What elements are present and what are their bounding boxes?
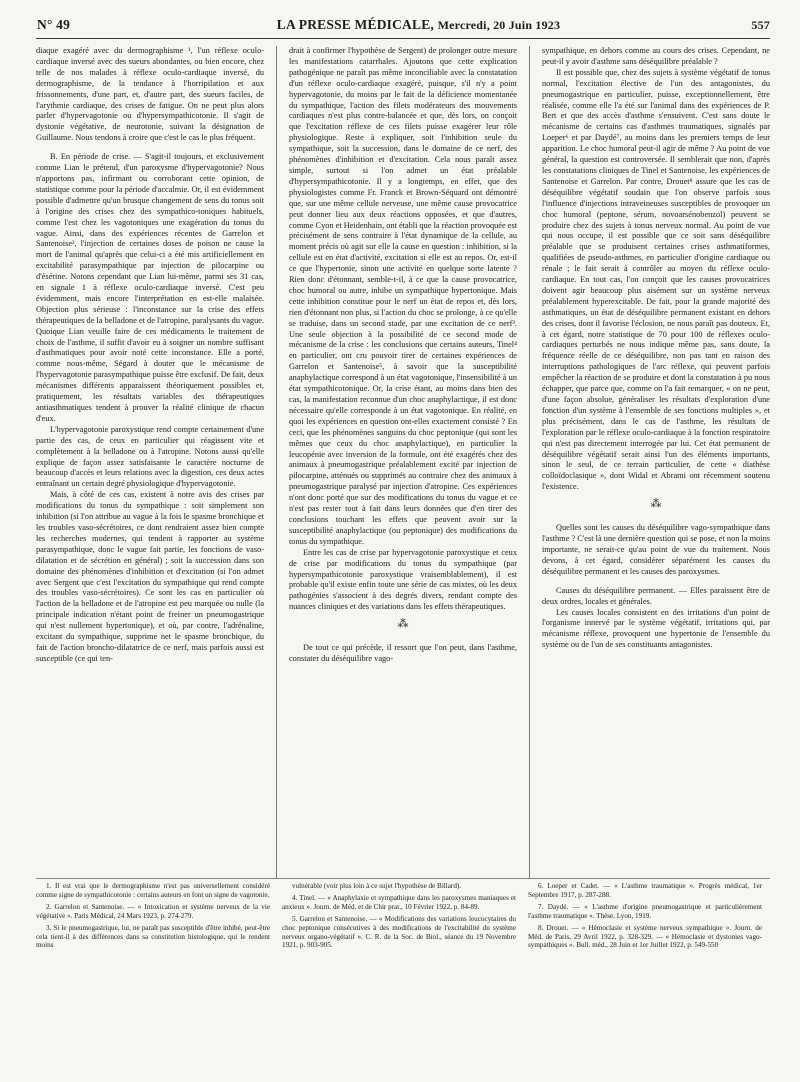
paragraph-crise: B. En période de crise. — S'agit-il toujours, et exclusivement comme Lian le prétend, d'un paroxysme d'hypervagotonie? Nous n'apportons pas, infirmant ou corroborant cette opinion, de statistique comme pour la période d'accalmie. Or, il est évidemment possible d'admettre qu'un brusque changement de sens du tonus soit à l'origine des crises chez des sympathico-toniques habituels, comme l'est chez les vagotoniques une exagération du tonus du vague. Ainsi, dans des expériences récentes de Garrelon et Santenoise², l'injection de certaines doses de poison ne cause la mort de l'animal qu'après que celui-ci a été mis artificiellement en excitabilité parasympathique par injection de pilocarpine ou d'ésérine. Notons cependant que Lian lui-même, parmi ses 31 cas, en signale 1 à réflexe oculo-cardiaque inversé. C'est peu évidemment, mais encore l'interprétation en est-elle malaisée. Objection plus sérieuse : l'inconstance sur la crise des effets thérapeutiques de la belladone et de l'atropine, paralysants du vague. Quoique Lian veuille faire de ces médicaments le traitement de choix de l'asthme, il suffit d'avoir eu à soigner un nombre suffisant d'asthmatiques pour avoir noté cette inconstance. Elle a porté, comme nous-même, Ségard à douter que le mécanisme de l'hypervagotonie parasympathique puisse être exclusif. De fait, deux mécanismes différents apparaissent théoriquement possibles et, pratiquement, les résultats variables des thérapeutiques antiasthmatiques tendent à prouver la réalité clinique de chacun d'eux.	[36, 152, 265, 423]
column-2	[289, 46, 517, 878]
paragraph: drait à confirmer l'hypothèse de Sergent) de prolonger outre mesure les manifestations catarrhales. Ajoutons que cette explication pathogénique ne paraît pas même inconciliable avec la constatation d'un réflexe oculo-cardiaque exagéré, puisque, s'il n'y a point hypervagotonie, du moins par le fait de la déficience momentanée du sympathique, l'action des filets modérateurs des mouvements cardiaques n'est plus contre-balancée et que, dès lors, on conçoit que l'excitation réflexe de ces filets puisse exagérer leur rôle physiologique. Reste à expliquer, soit l'inhibition seule du sympathique, soit la succession, dans le domaine de ce nerf, des phénomènes d'inhibition et d'excitation. Cela nous paraît assez simple, surtout si l'on admet un état préalable d'hypersympathicotonie. Il y a longtemps, en effet, que des physiologistes comme Fr. Franck et Brown-Séquard ont démontré que, sur une même cellule nerveuse, une même cause provocatrice peut donner lieu aux deux réactions opposées, et que d'autres, comme Cyon et Heidenhain, ont établi que la réaction provoquée est précisément de sens contraire à l'état dynamique de la cellule, au moment précis où agit sur elle la cause en question : inhibition, si la cellule est en état d'activité, excitation si elle est au repos. Or, est-il ce que l'hypertonie, sinon une activité en quelque sorte latente ? Rien donc d'étonnant, semble-t-il, à ce que la cause provocatrice, choc humoral ou autre, inhibe un sympathique hypertonique. Mais cette inhibition constitue pour le nerf un état de repos et, dès lors, rien d'étonnant non plus, si l'action du choc se prolonge, à ce qu'elle se traduise, dans un second stade, par une excitation de ce nerf³. Une seule objection à la possibilité de ce second mode de mécanisme de la crise : les conclusions que certains auteurs, Tinel⁴ en particulier, ont cru pouvoir tirer de certaines expériences de Garrelon et Santenoise⁵, à savoir que la susceptibilité anaphylactique correspond à un état vagotonique, l'insensibilité à un état sympathicotonique. Or, la crise étant, au moins dans bien des cas, la manifestation reconnue d'un choc anaphylactique, il est donc nécessaire qu'elle corresponde à un état vagotonique. En réalité, en quoi les expériences en question ont-elles exactement consisté ? En ceci, que les phénomènes sanguins du choc peptonique (qui sont les mêmes que ceux du choc anaphylactique), en particulier la leucopénie avec inversion de la formule, ont été exagérés chez des animaux à pneumogastrique préalablement excité par injection de pilocarpine, atténués ou supprimés au contraire chez des animaux à pneumogastrique paralysé par injection d'atropine. Ces expériences n'ont donc porté que sur des modifications du tonus du vague et ce n'est pas rester tout à fait dans leurs données que d'en tirer des conclusions touchant les effets que peuvent avoir sur la susceptibilité anaphylactique (ou peptonique) des modifications du tonus du sympathique.	[288, 46, 517, 546]
header-rule	[36, 38, 770, 39]
paragraph: diaque exagéré avec du dermographisme ¹, l'un réflexe oculo-cardiaque inversé avec des sueurs abondantes, ou bien encore, chez telle de nos malades à réflexe oculo-cardiaque inversé, du dermographisme, de la tendance à l'horripilation et aux frissonnements, d'une part, et, d'autre part, des sueurs faciles, de l'arythmie cardiaque, des crises de fatigue. On ne peut plus alors parler d'hypervagotonie ou d'hypersympathicotonie. Il s'agit de dystonie végétative, de neurotonie, suivant la désignation de Guillaume. Nous tendons à croire que c'est le cas le plus fréquent.	[36, 46, 265, 143]
article-body	[36, 46, 770, 878]
footnotes-column-3	[528, 882, 762, 953]
paragraph: Quelles sont les causes du déséquilibre vago-sympathique dans l'asthme ? C'est là une dernière question qui se pose, et non la moins importante, ne serait-ce qu'au point de vue du traitement. Nous devons, à cet égard, considérer séparément les causes du déséquilibre permanent et les causes des paroxysmes.	[541, 523, 770, 576]
paragraph: Les causes locales consistent en des irritations d'un point de l'organisme innervé par le système végétatif, irritations qui, par mécanisme réflexe, provoquent une hypertonie de l'ensemble du système ou de l'un de ses constituants antagonistes.	[541, 607, 770, 650]
issue-date: Mercredi, 20 Juin 1923	[437, 18, 561, 32]
footnote: 8. Drouet. — « Hémoclasie et système nerveux sympathique ». Journ. de Méd. de Paris, 29 Avril 1922, p. 328-329. — « Hémoclasie et dystonies vago-sympathiques ». Bull. méd., 28 Juin et 1er Juillet 1922, p. 549-550	[528, 923, 762, 950]
footnote: 1. Il est vrai que le dermographisme n'est pas universellement considéré comme signe de sympathicotonie : certains auteurs en font un signe de vagotonie.	[36, 882, 270, 899]
section-asterism: ⁂	[650, 498, 662, 511]
paragraph: De tout ce qui précède, il ressort que l'on peut, dans l'asthme, constater du déséquilibre vago-	[288, 643, 517, 664]
footnote: 7. Daydé. — « L'asthme d'origine pneumogastrique et particulièrement l'asthme traumatique ». Thèse, Lyon, 1919.	[528, 902, 762, 920]
paragraph: Entre les cas de crise par hypervagotonie paroxystique et ceux de crise par modifications du tonus du sympathique (par hypersympathicotonie paroxystique vraisemblablement), il est probable qu'il existe enfin toute une série de cas mixtes, où les deux pathogénies s'associent à des degrés divers, rendant compte des nuances cliniques et des variations dans les effets thérapeutiques.	[288, 547, 517, 612]
footnotes-column-2	[282, 882, 516, 953]
page-header	[37, 14, 770, 36]
footnotes-column-1	[36, 882, 270, 953]
footnote: 2. Garrelon et Santenoise. — « Intoxication et système nerveux de la vie végétative ». Paris Médical, 24 Mars 1923, p. 274-279.	[36, 902, 270, 920]
footnote: vulnérable (voir plus loin à ce sujet l'hypothèse de Billard).	[292, 882, 462, 890]
paragraph-causes-heading: Causes du déséquilibre permanent. — Elles paraissent être de deux ordres, locales et générales.	[541, 585, 770, 606]
paragraph: Il est possible que, chez des sujets à système végétatif de tonus normal, l'excitation élective de l'un des antagonistes, du pneumogastrique en particulier, puisse, exceptionnellement, être réalisée, comme elle l'a été sur l'animal dans des expériences de P. Bert et que des accès d'asthme s'ensuivent. C'est sans doute le mécanisme de certains cas d'asthmes traumatiques, signalés par Loeper⁶ et par Daydé⁷, au moins dans les premiers temps de leur apparition. Le choc humoral peut-il agir de même ? Au point de vue général, la question est controversée. Il semblerait que non, d'après les constatations cliniques de Tinel et Santenoise, les expériences de Santenoise et Garrelon. Par contre, Drouet⁸ assure que les cas de déséquilibre végétatif soudain que l'on observe parfois sous l'influence d'injections intraveineuses susceptibles de provoquer un choc humoral (peptone, sérum, novoarsénobenzol) peuvent se produire chez des sujets à tonus nerveux normal. Au point de vue qui nous occupe, il est possible que ce soit sans déséquilibre préalable que se produisent certaines crises asthmatiformes, qualifiées de pseudo-asthmes, en particulier d'origine cardiaque ou rénale ; le fait serait à contrôler au moyen du réflexe oculo-cardiaque. En tout cas, l'on conçoit que les causes provocatrices doivent agir beaucoup plus aisément sur un système nerveux préalablement hyperexcitable. De fait, pour la grande majorité des asthmatiques, un état de déséquilibre permanent existant en dehors des crises, dont il favorise l'éclosion, ne nous paraît pas douteux. Et, à cet égard, notre statistique de 70 pour 100 de réflexes oculo-cardiaques perturbés ne nous indique même pas, sans doute, la fréquence réelle de ce déséquilibre, non pas tant en raison des interruptions pathologiques de l'arc réflexe, qui peuvent parfois empêcher la réaction de se produire et dont la constatation à pu nous échapper, que parce que, comme on l'a fait remarquer, « on ne peut, d'une façon absolue, généraliser les résultats d'exploration d'une fonction d'un système à l'ensemble de ses fonctions multiples », et plus précisément, dans le cas de l'asthme, les résultats de l'exploration par le réflexe oculo-cardiaque à la fonction respiratoire qui n'est pas directement interrogée par lui. Cet état permanent de déséquilibre végétatif serait ainsi l'un des éléments importants, sinon le seul, de ce terrain particulier, de cette « diathèse colloïdoclasique », dont Widal et Abrami ont récemment soutenu l'existence.	[541, 67, 770, 492]
footnote: 6. Loeper et Cadet. — « L'asthme traumatique ». Progrès médical, 1er Septembre 1917, p. 287-288.	[528, 882, 762, 899]
paragraph: Mais, à côté de ces cas, existent à notre avis des crises par modifications du tonus du sympathique : soit simplement son inhibition (si l'on attribue au vague à la fois le spasme bronchique et les troubles vaso-sécrétoires, ce dont rendraient assez bien compte les recherches modernes, qui tendent à rapporter au système parasympathique, donc le vague fait partie, les fonctions de vaso-dilatation et de sécrétion en général) ; soit la succession dans son domaine des phénomènes d'inhibition et d'excitation (si l'on admet avec Sergent que c'est l'excitation du sympathique qui rend compte des troubles vaso-sécrétoires). Ce sont les cas en particulier où l'action de la belladone et de l'atropine est peu marquée ou nulle (la principale indication n'étant point de freiner un pneumogastrique qui n'est nullement hypertonique), et où, par contre, l'adrénaline, excitant du sympathique, supprime net le spasme bronchique, du fait de l'action broncho-dilatatrice de ce nerf, mais parfois aussi est susceptible (ce qui ten-	[36, 490, 265, 663]
journal-masthead	[127, 17, 710, 33]
issue-number: N° 49	[37, 17, 71, 32]
footnotes	[36, 878, 770, 953]
page-number: 557	[751, 17, 770, 32]
footnote: 3. Si le pneumogastrique, lui, ne paraît pas susceptible d'être inhibé, peut-être cela tient-il à des différences dans sa constitution histologique, qui le rendent moins	[36, 923, 270, 950]
footnote: 4. Tinel. — « Anaphylaxie et sympathique dans les paroxysmes maniaques et anxieux ». Journ. de Méd. et de Chir prat., 10 Février 1922, p. 84-89.	[282, 893, 516, 911]
paragraph: L'hypervagotonie paroxystique rend compte certainement d'une partie des cas, de ceux en particulier qui réagissent vite et complètement à la belladone ou à l'atropine. Notons aussi qu'elle explique de façon assez satisfaisante le caractère nocturne de beaucoup d'accès et leurs relations avec la digestion, ces deux actes entraînant un certain degré physiologique d'hypervagotonie.	[36, 424, 265, 489]
column-divider	[529, 46, 530, 878]
column-3	[542, 46, 770, 878]
column-1	[36, 46, 264, 878]
journal-title: LA PRESSE MÉDICALE,	[276, 17, 434, 32]
paragraph: sympathique, en dehors comme au cours des crises. Cependant, ne peut-il y avoir d'asthme sans déséquilibre préalable ?	[541, 46, 770, 66]
section-asterism: ⁂	[397, 618, 409, 631]
footnote: 5. Garrelon et Santenoise. — « Modifications des variations leucocytaires du choc peptonique consécutives à des modifications de l'excitabilité du système nerveux organo-végétatif ». C. R. de la Soc. de Biol., séance du 19 Novembre 1921, p. 903-905.	[282, 914, 516, 950]
column-divider	[276, 46, 277, 878]
